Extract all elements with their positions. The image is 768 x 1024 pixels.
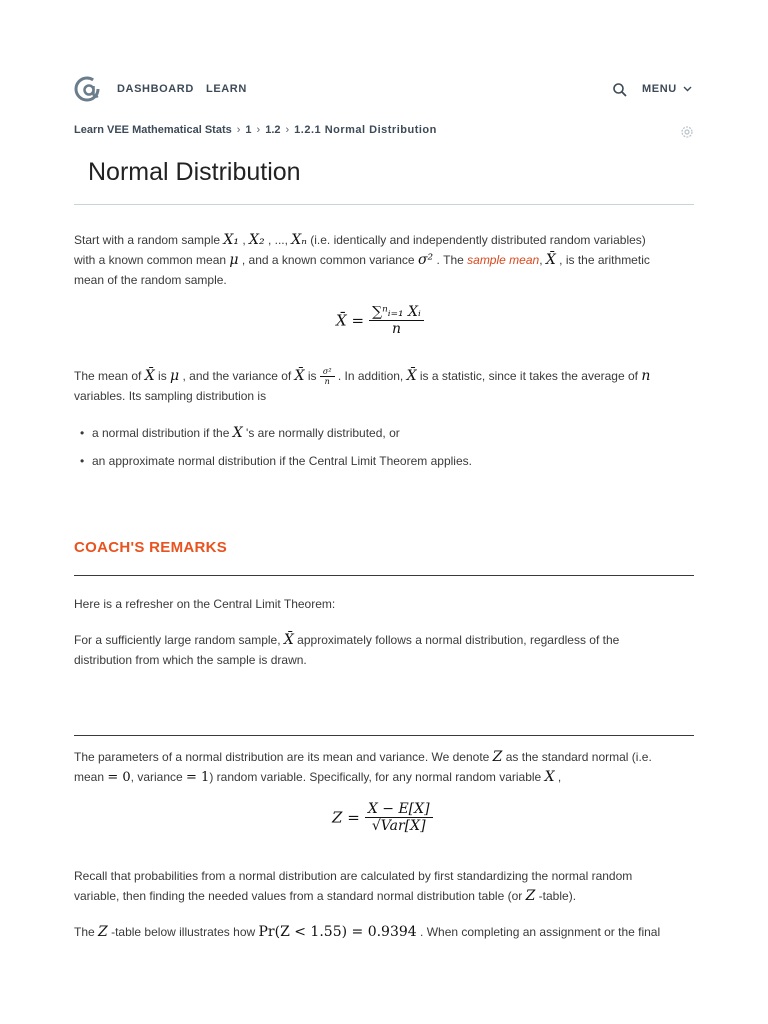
breadcrumb-item-current: 1.2.1 Normal Distribution — [294, 124, 437, 136]
breadcrumb-separator: › — [285, 124, 290, 136]
nav-learn-link[interactable]: LEARN — [206, 83, 247, 95]
eq-denominator: n — [391, 321, 401, 337]
math-xbar: X̄ — [144, 368, 155, 384]
math-mu: μ — [229, 252, 239, 268]
text: -table below illustrates how — [107, 925, 259, 939]
text: , — [539, 253, 546, 267]
text: . The — [433, 253, 468, 267]
math-xbar: X̄ — [283, 632, 294, 648]
text: ) random variable. Specifically, for any normal random variable — [209, 770, 545, 784]
text: approximately follows a normal distribution, regardless of the — [293, 633, 620, 647]
menu-button[interactable] — [642, 83, 692, 95]
breadcrumb-separator: › — [236, 124, 241, 136]
text: , ..., — [264, 233, 292, 247]
page-title: Normal Distribution — [88, 158, 301, 186]
coachs-remarks-heading: COACH'S REMARKS — [74, 539, 228, 556]
text: . When completing an assignment or the final — [416, 925, 661, 939]
math-xn: Xₙ — [291, 232, 307, 248]
math-eq-one: = 1 — [186, 770, 210, 785]
math-mu: μ — [170, 368, 180, 384]
chevron-down-icon — [683, 86, 692, 92]
math-variance-fraction — [320, 367, 335, 386]
sample-mean-link[interactable]: sample mean — [467, 253, 540, 267]
list-item — [92, 423, 400, 443]
math-xbar: X̄ — [545, 252, 556, 268]
text: The mean of — [74, 369, 145, 383]
text: with a known common mean — [74, 253, 230, 267]
text: , — [239, 233, 250, 247]
math-eq-zero: = 0 — [107, 770, 131, 785]
math-z: Z — [98, 924, 108, 940]
eq-fraction — [365, 801, 433, 834]
math-x: X — [232, 425, 243, 441]
text: , variance — [130, 770, 187, 784]
parameters-paragraph — [74, 747, 694, 788]
intro-paragraph — [74, 230, 694, 290]
text: For a sufficiently large random sample, — [74, 633, 284, 647]
text: is — [154, 369, 171, 383]
breadcrumb-item-course[interactable]: Learn VEE Mathematical Stats — [74, 124, 232, 136]
fraction-numerator: σ² — [320, 367, 335, 377]
math-x: X — [544, 769, 555, 785]
text: The parameters of a normal distribution are its mean and variance. We denote — [74, 750, 493, 764]
text: Start with a random sample — [74, 233, 224, 247]
text: as the standard normal (i.e. — [502, 750, 652, 764]
text: an approximate normal distribution if the Central Limit Theorem applies. — [92, 454, 472, 468]
equation-standardize — [332, 801, 433, 834]
math-x2: X₂ — [249, 232, 265, 248]
text: 's are normally distributed, or — [242, 426, 400, 440]
coach-paragraph-clt — [74, 630, 694, 670]
math-n: n — [641, 368, 651, 384]
text: variable, then finding the needed values from a standard normal distribution table (or — [74, 889, 526, 903]
standardize-paragraph — [74, 866, 694, 906]
math-z: Z — [492, 749, 503, 765]
math-xbar: X̄ — [294, 368, 305, 384]
eq-numerator: ∑ⁿᵢ₌₁ Xᵢ — [369, 304, 424, 321]
text: The — [74, 925, 99, 939]
breadcrumb-separator: › — [256, 124, 261, 136]
text: a normal distribution if the — [92, 426, 233, 440]
eq-fraction — [369, 304, 424, 337]
equation-sample-mean — [336, 304, 424, 337]
title-divider — [74, 204, 694, 205]
text: , and the variance of — [179, 369, 295, 383]
text: Recall that probabilities from a normal distribution are calculated by first standardizing the normal random — [74, 869, 633, 883]
text: distribution from which the sample is drawn. — [74, 653, 307, 667]
text: mean — [74, 770, 108, 784]
text: , and a known common variance — [238, 253, 418, 267]
breadcrumb-item-chapter[interactable]: 1 — [245, 124, 252, 136]
text: variables. Its sampling distribution is — [74, 389, 267, 404]
coach-divider-bottom — [74, 735, 694, 736]
breadcrumb — [74, 124, 437, 136]
text: , — [554, 770, 562, 784]
z-table-paragraph — [74, 922, 694, 942]
math-z: Z — [525, 888, 536, 904]
text: , is the arithmetic — [555, 253, 650, 267]
math-probability-expression: Pr(Z < 1.55) = 0.9394 — [258, 924, 417, 940]
eq-denominator: √Var[X] — [371, 818, 426, 834]
at-sign-logo-icon[interactable] — [74, 74, 100, 104]
coach-divider-top — [74, 575, 694, 576]
top-nav — [74, 74, 694, 106]
fraction-denominator: n — [324, 377, 330, 387]
text: is — [304, 369, 320, 383]
coach-paragraph-intro: Here is a refresher on the Central Limit Theorem: — [74, 597, 336, 611]
eq-lhs: Z = — [332, 808, 360, 827]
text: is a statistic, since it takes the average of — [416, 369, 642, 383]
math-x1: X₁ — [223, 232, 239, 248]
math-sigma-squared: σ² — [417, 252, 434, 268]
text: (i.e. identically and independently distributed random variables) — [306, 233, 646, 247]
text: mean of the random sample. — [74, 273, 227, 287]
sampling-paragraph — [74, 366, 694, 406]
eq-numerator: X − E[X] — [365, 801, 433, 818]
menu-label: MENU — [642, 83, 677, 95]
text: -table). — [535, 889, 577, 903]
text: . In addition, — [334, 369, 407, 383]
search-icon[interactable] — [612, 82, 628, 98]
eq-lhs: X̄ = — [336, 311, 365, 330]
math-xbar: X̄ — [406, 368, 417, 384]
nav-dashboard-link[interactable]: DASHBOARD — [117, 83, 194, 95]
breadcrumb-item-section[interactable]: 1.2 — [265, 124, 281, 136]
list-item — [92, 451, 472, 471]
gear-icon[interactable] — [680, 125, 694, 139]
